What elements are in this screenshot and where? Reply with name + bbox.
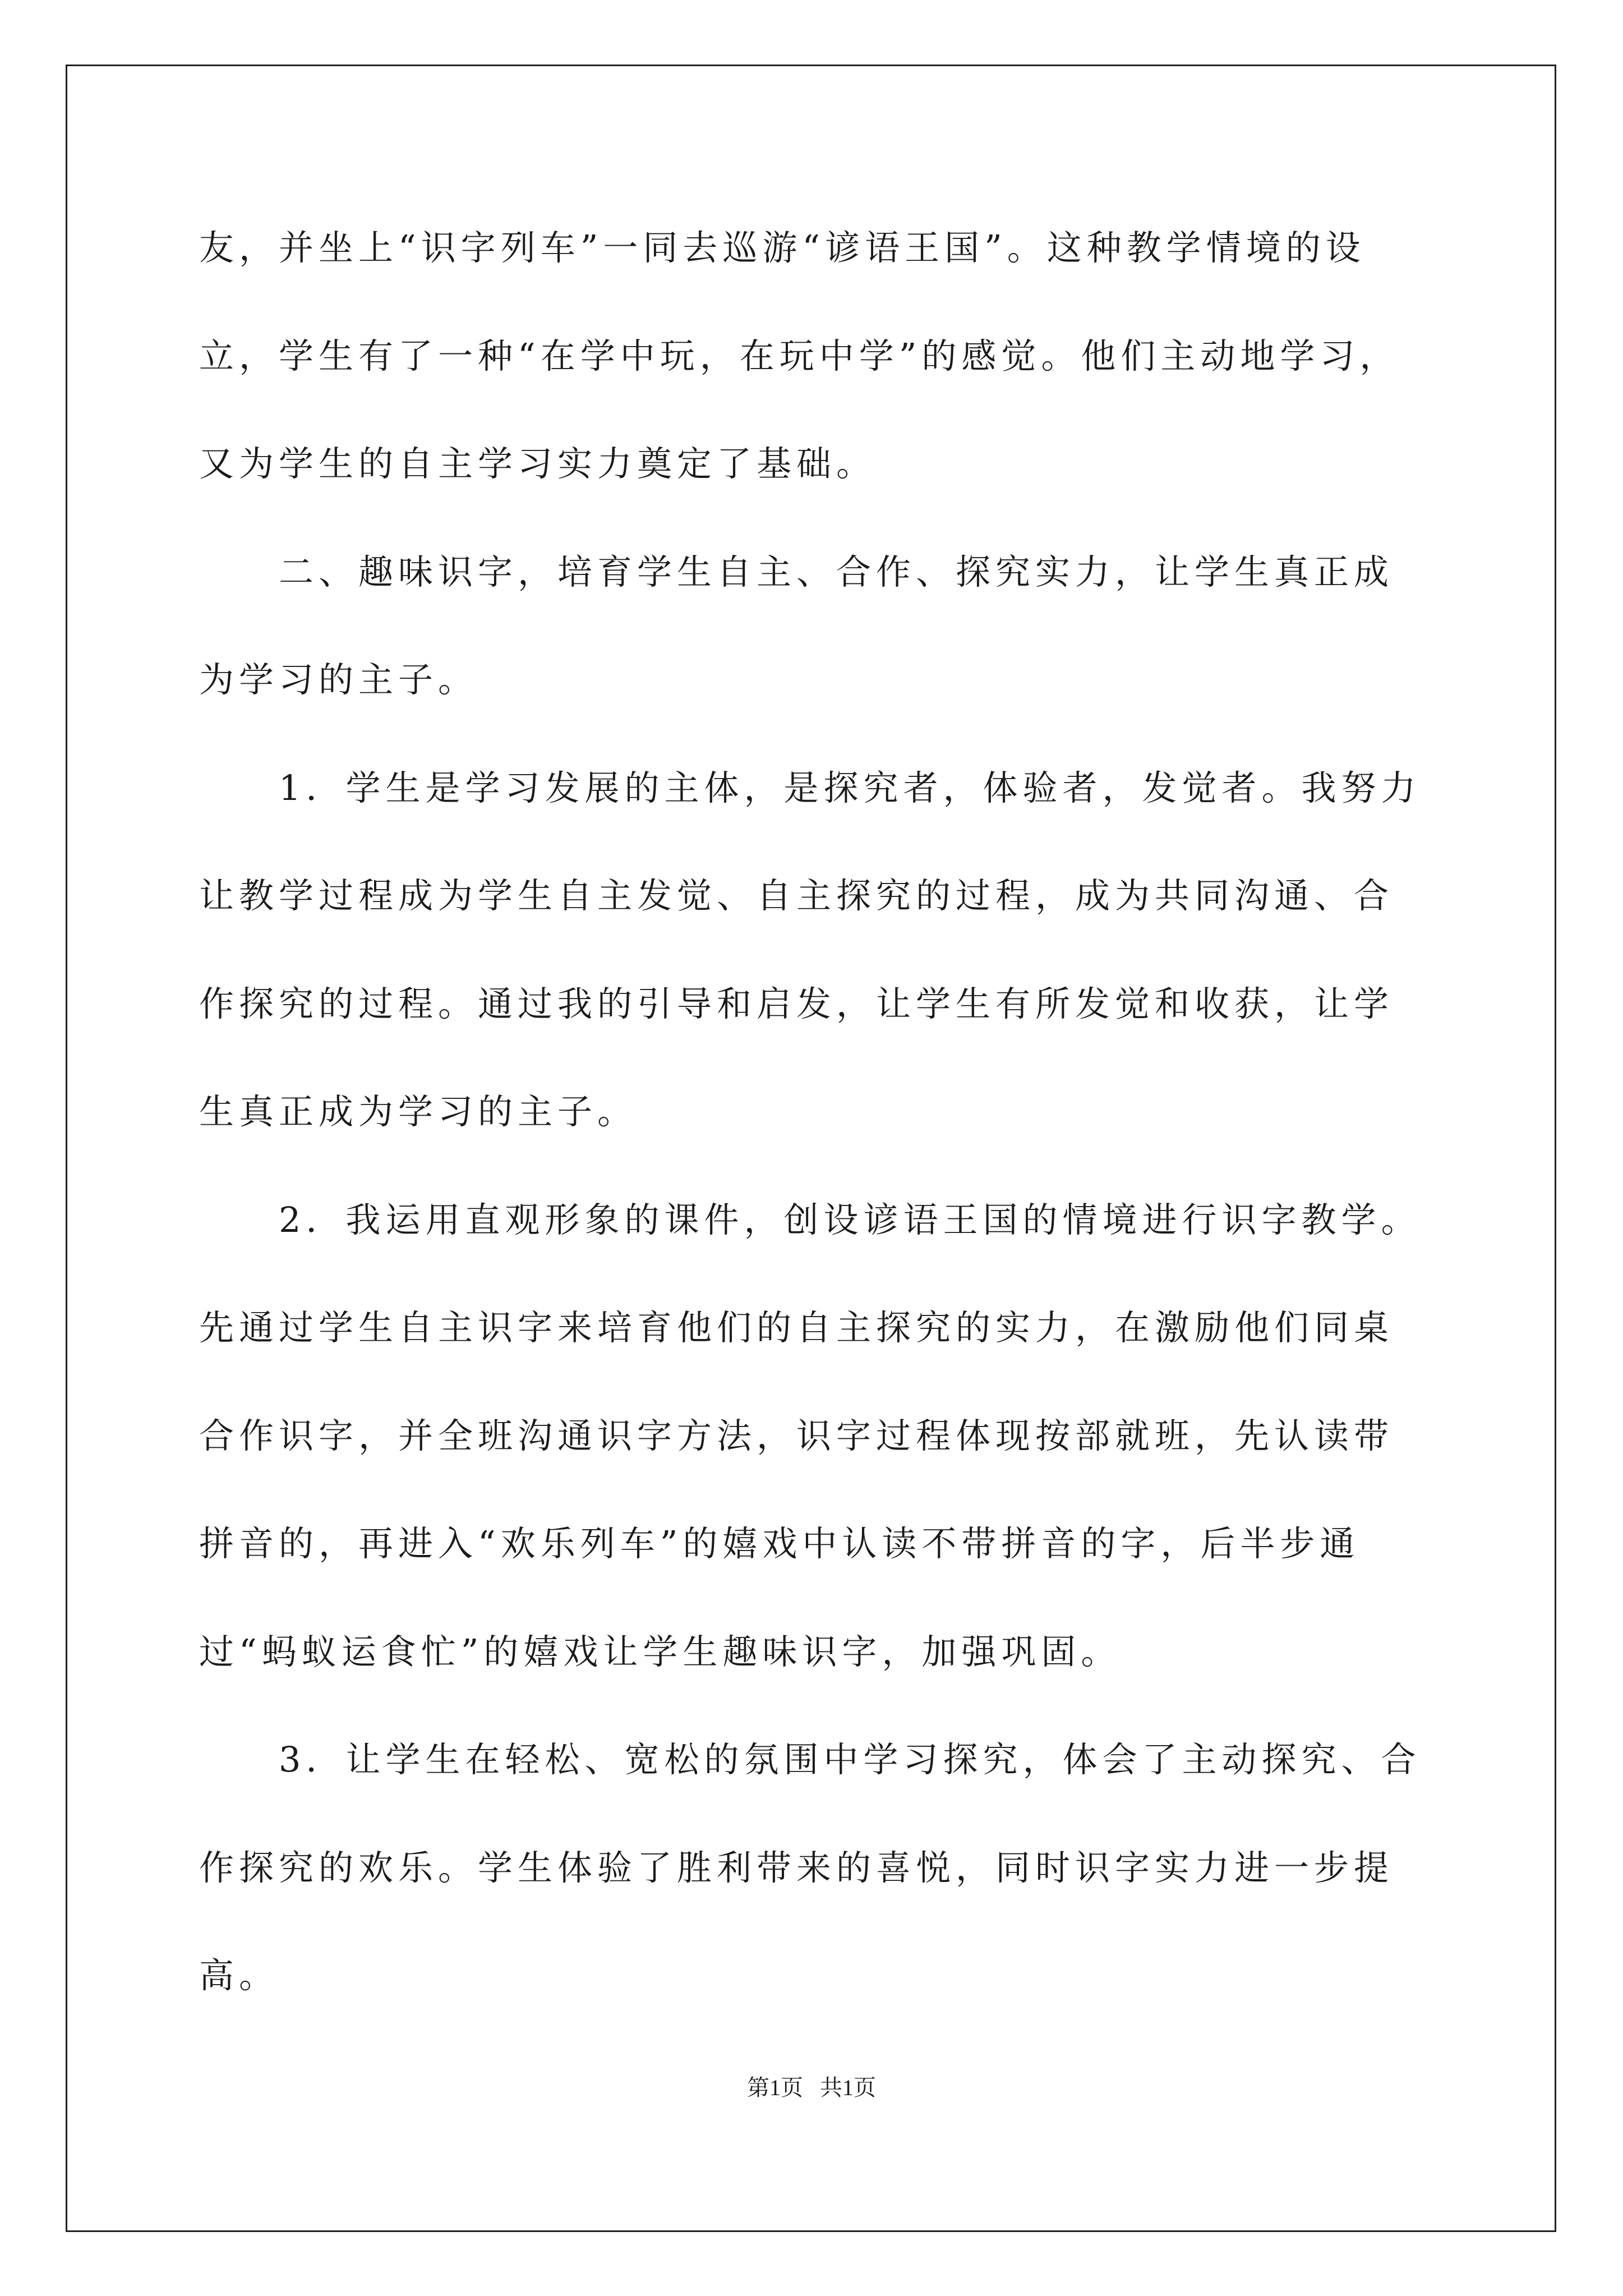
text-line: 拼音的，再进入“欢乐列车”的嬉戏中认读不带拼音的字，后半步通 [199,1523,1360,1564]
text-line: 为学习的主子。 [199,659,478,700]
paragraph-start: 1．学生是学习发展的主体，是探究者，体验者，发觉者。我努力 [279,767,1421,808]
text-line: 高。 [199,1955,279,1996]
text-line: 又为学生的自主学习实力奠定了基础。 [199,443,877,484]
text-line: 生真正成为学习的主子。 [199,1091,638,1132]
document-body [199,220,1433,2056]
page-total: 共1页 [820,2075,876,2100]
text-line: 让教学过程成为学生自主发觉、自主探究的过程，成为共同沟通、合 [199,875,1394,916]
text-line: 先通过学生自主识字来培育他们的自主探究的实力，在激励他们同桌 [199,1307,1394,1348]
text-line: 作探究的过程。通过我的引导和启发，让学生有所发觉和收获，让学 [199,983,1394,1024]
text-line: 友，并坐上“识字列车”一同去巡游“谚语王国”。这种教学情境的设 [199,227,1366,268]
paragraph-start: 3．让学生在轻松、宽松的氛围中学习探究，体会了主动探究、合 [279,1739,1421,1780]
paragraph-start: 2．我运用直观形象的课件，创设谚语王国的情境进行识字教学。 [279,1199,1421,1240]
paragraph-heading: 二、趣味识字，培育学生自主、合作、探究实力，让学生真正成 [279,551,1394,592]
text-line: 立，学生有了一种“在学中玩，在玩中学”的感觉。他们主动地学习， [199,335,1400,376]
page-footer [0,2070,1623,2102]
text-line: 过“蚂蚁运食忙”的嬉戏让学生趣味识字，加强巩固。 [199,1631,1121,1672]
text-line: 合作识字，并全班沟通识字方法，识字过程体现按部就班，先认读带 [199,1415,1394,1456]
text-line: 作探究的欢乐。学生体验了胜利带来的喜悦，同时识字实力进一步提 [199,1847,1394,1888]
page-number: 第1页 [747,2075,803,2100]
